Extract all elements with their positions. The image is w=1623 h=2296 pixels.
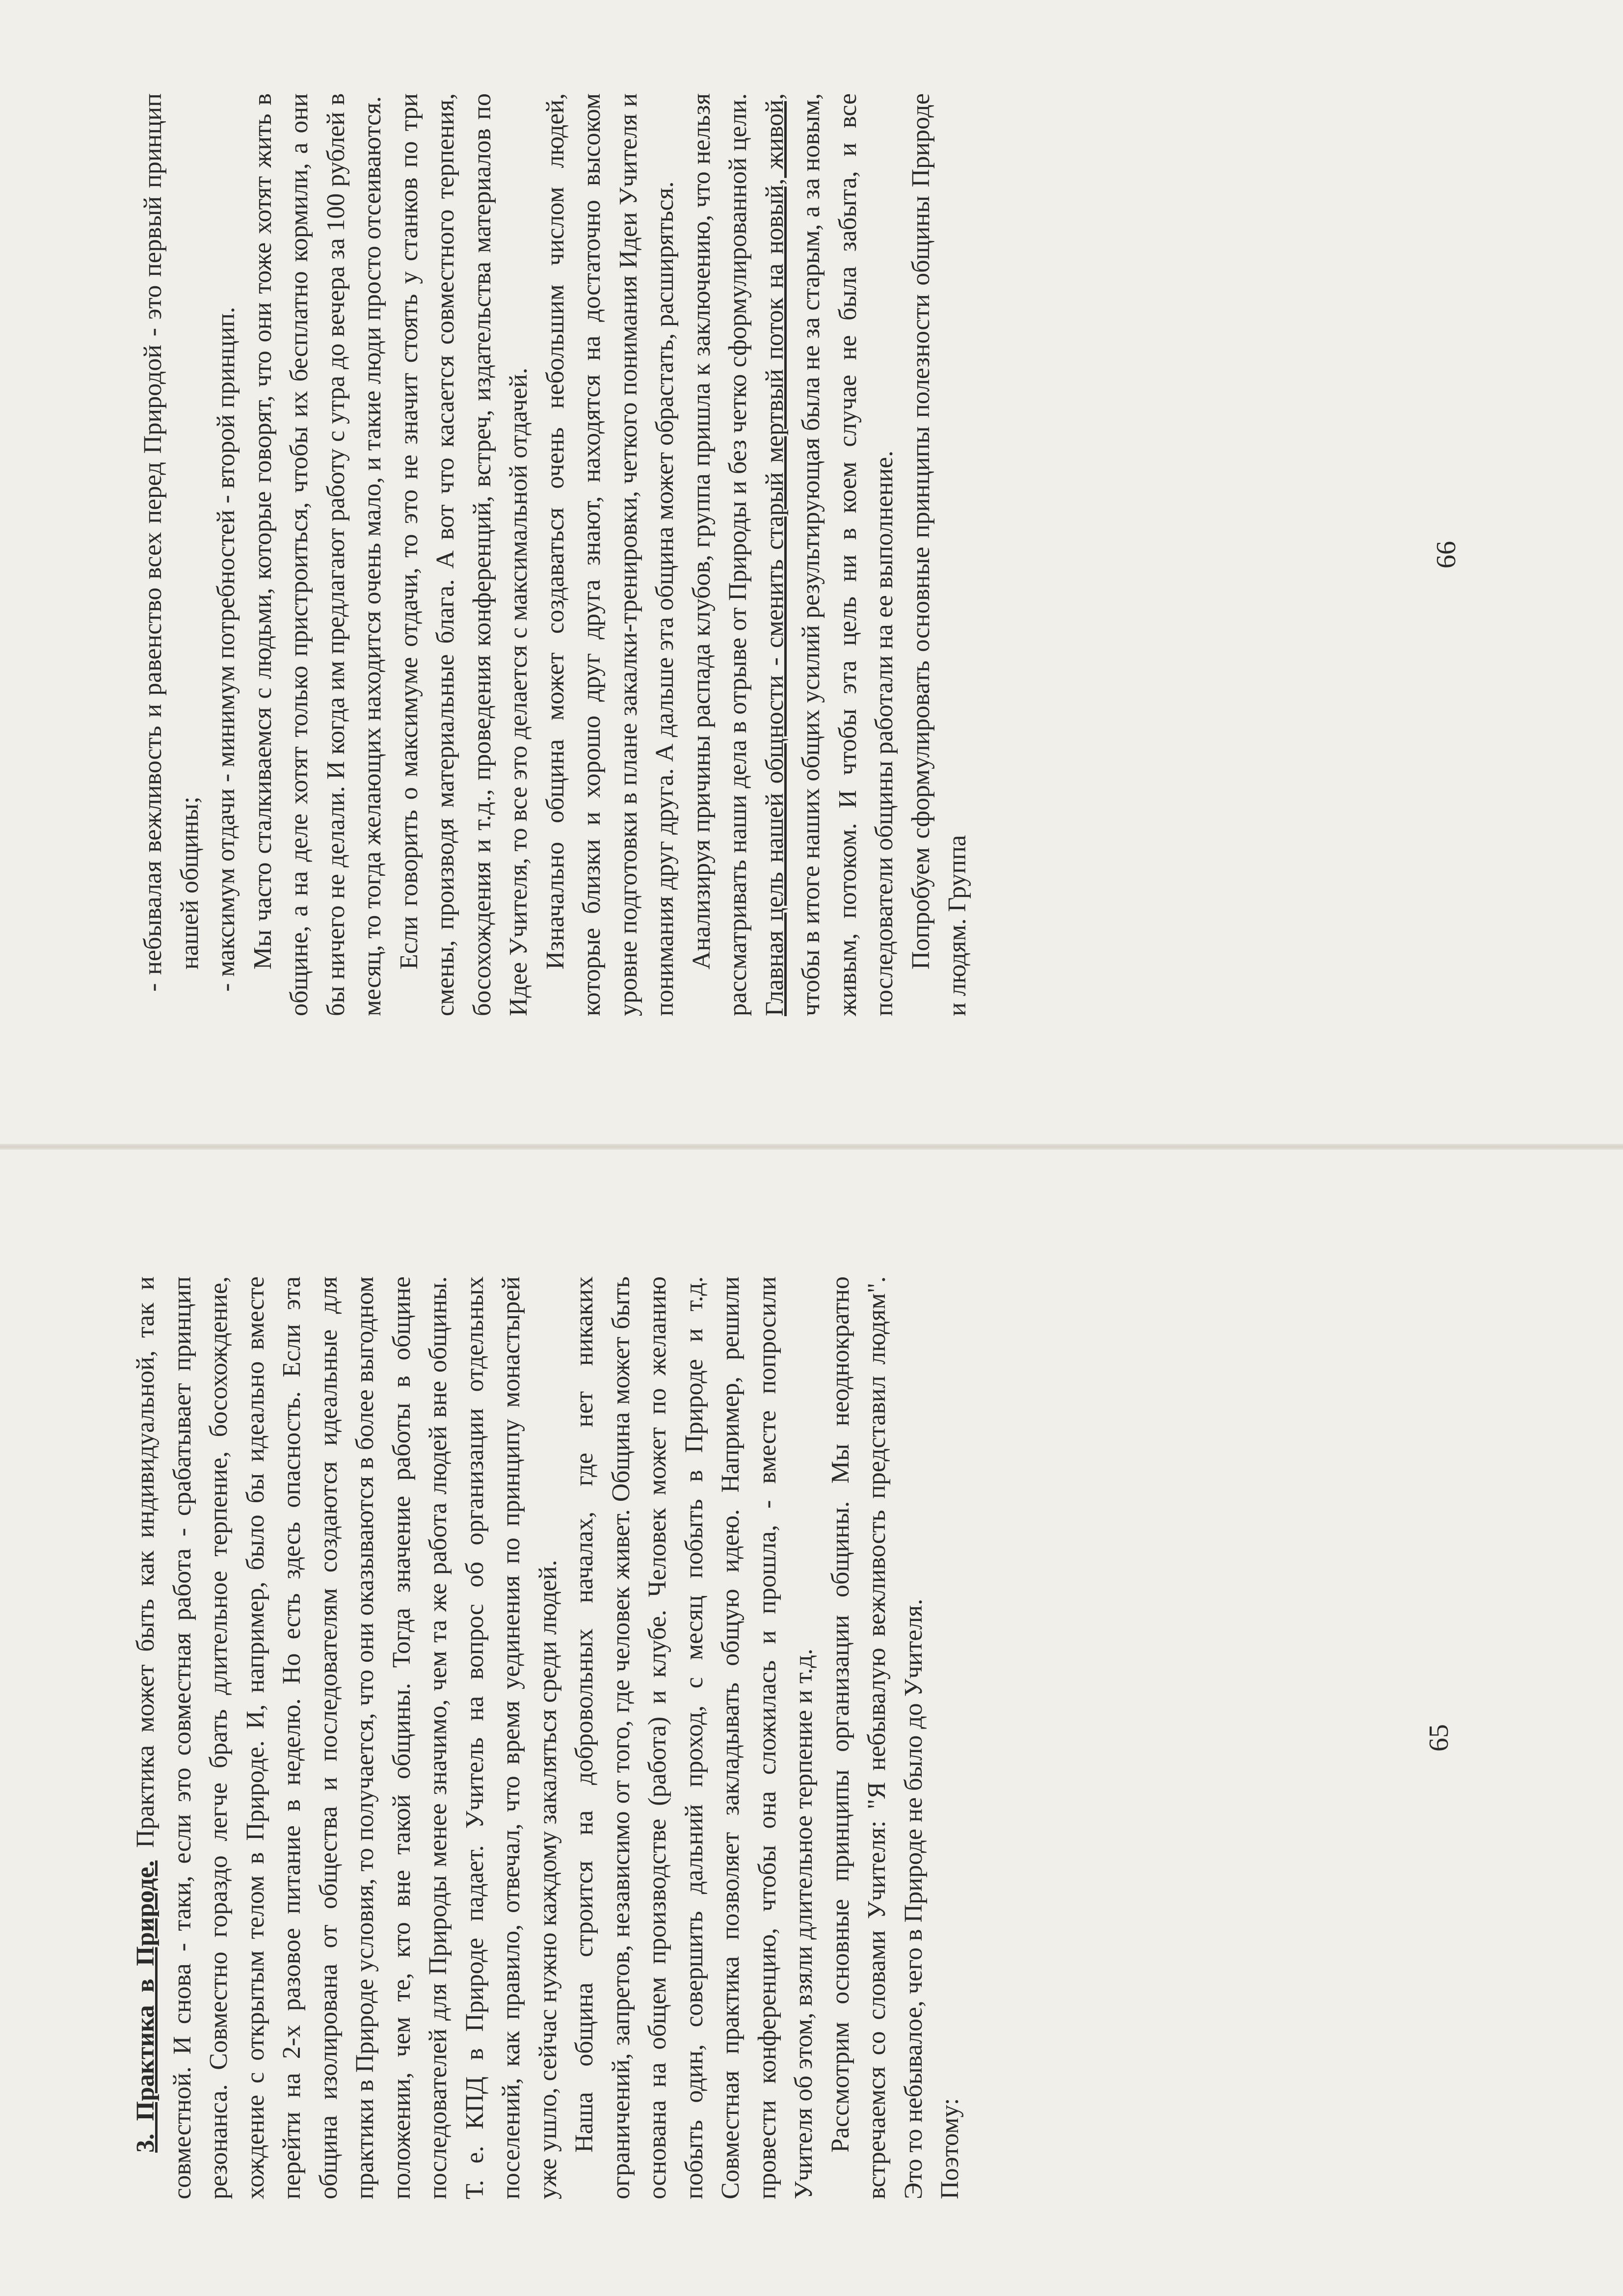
page-66-text bbox=[135, 93, 976, 1016]
paragraph: Мы часто сталкиваемся с людьми, которые говорят, что они тоже хотят жить в общине, а на деле хотят только пристроиться, чтобы их бесплатно кормили, а они бы ничего не делали. И когда им предлагают работу с утра до вечера за 100 рублей в месяц, то тогда желающих находится очень мало, и такие люди просто отсеиваются. bbox=[248, 93, 386, 1016]
page-fold bbox=[0, 1144, 1623, 1150]
page-number-66: 66 bbox=[1431, 541, 1462, 568]
paragraph: Попробуем сформулировать основные принципы полезности общины Природе и людям. Группа bbox=[906, 93, 971, 1016]
paragraph-goal-end: чтобы в итоге наших общих усилий результирующая была не за старым, а за новым, живым, потоком. И чтобы эта цель ни в коем случае не была забыта, и все последователи общины работали на ее выполнение. bbox=[797, 93, 898, 1016]
page-65-text bbox=[128, 1276, 969, 2199]
principle-2: - максимум отдачи - минимум потребностей - второй принцип. bbox=[212, 307, 240, 992]
main-goal-underlined: Главная цель нашей общности - сменить старый мертвый поток на новый, живой, bbox=[760, 93, 789, 1016]
principle-1: - небывалая вежливость и равенство всех перед Природой - это первый принцип нашей общины; bbox=[139, 93, 204, 992]
paragraph-goal-start: Анализируя причины распада клубов, группа пришла к заключению, что нельзя рассматривать наши дела в отрыве от Природы и без четко сформулированной цели. bbox=[687, 93, 752, 1016]
section-heading: 3. Практика в Природе. bbox=[132, 1860, 160, 2153]
paragraph: Наша община строится на добровольных началах, где нет никаких ограничений, запретов, независимо от того, где человек живет. Община может быть основана на общем производстве (работа) и клубе. Человек может по желанию побыть один, совершить дальний проход, с месяц побыть в Природе и т.д. Совместная практика позволяет закладывать общую идею. Например, решили провести конференцию, чтобы она сложилась и прошла, - вместе попросили Учителя об этом, взяли длительное терпение и т.д. bbox=[570, 1276, 818, 2199]
page-number-65: 65 bbox=[1424, 1724, 1454, 1752]
paragraph-goal bbox=[684, 93, 903, 1016]
paragraph-therefore: Поэтому: bbox=[936, 2098, 964, 2199]
paragraph: Рассмотрим основные принципы организации общины. Мы неоднократно встречаемся со словами Учителя: "Я небывалую вежливость представил людям". Это то небывалое, чего в Природе не было до Учителя. bbox=[826, 1276, 928, 2199]
page-66 bbox=[135, 64, 1490, 1046]
paragraph: Если говорить о максимуме отдачи, то это не значит стоять у станков по три смены, производя материальные блага. А вот что касается совместного терпения, босохождения и т.д., проведения конференций, встреч, издательства материалов по Идее Учителя, то все это делается с максимальной отдачей. bbox=[395, 93, 532, 1016]
paragraph: Изначально община может создаваться очень небольшим числом людей, которые близки и хорошо друг друга знают, находятся на достаточно высоком уровне подготовки в плане закалки-тренировки, четкого понимания Идеи Учителя и понимания друг друга. А дальше эта община может обрастать, расширяться. bbox=[541, 93, 679, 1016]
section-paragraph bbox=[128, 1276, 566, 2199]
section-intro: Практика может быть как индивидуальной, так и совместной. И снова - таки, если это совместная работа - срабатывает принцип резонанса. Совместно гораздо легче брать длительное терпение, босохождение, хождение с открытым телом в Природе. И, например, было бы идеально вместе перейти на 2-х разовое питание в неделю. Но есть здесь опасность. Если эта община изолирована от общества и последователям создаются идеальные для практики в Природе условия, то получается, что они оказываются в более выгодном положении, чем те, кто вне такой общины. Тогда значение работы в общине последователей для Природы менее значимо, чем та же работа людей вне общины. Т. е. КПД в Природе падает. Учитель на вопрос об организации отдельных поселений, как правило, отвечал, что время уединения по принципу монастырей уже ушло, сейчас нужно каждому закаляться среди людей. bbox=[132, 1276, 562, 2199]
page-65 bbox=[128, 1247, 1482, 2229]
